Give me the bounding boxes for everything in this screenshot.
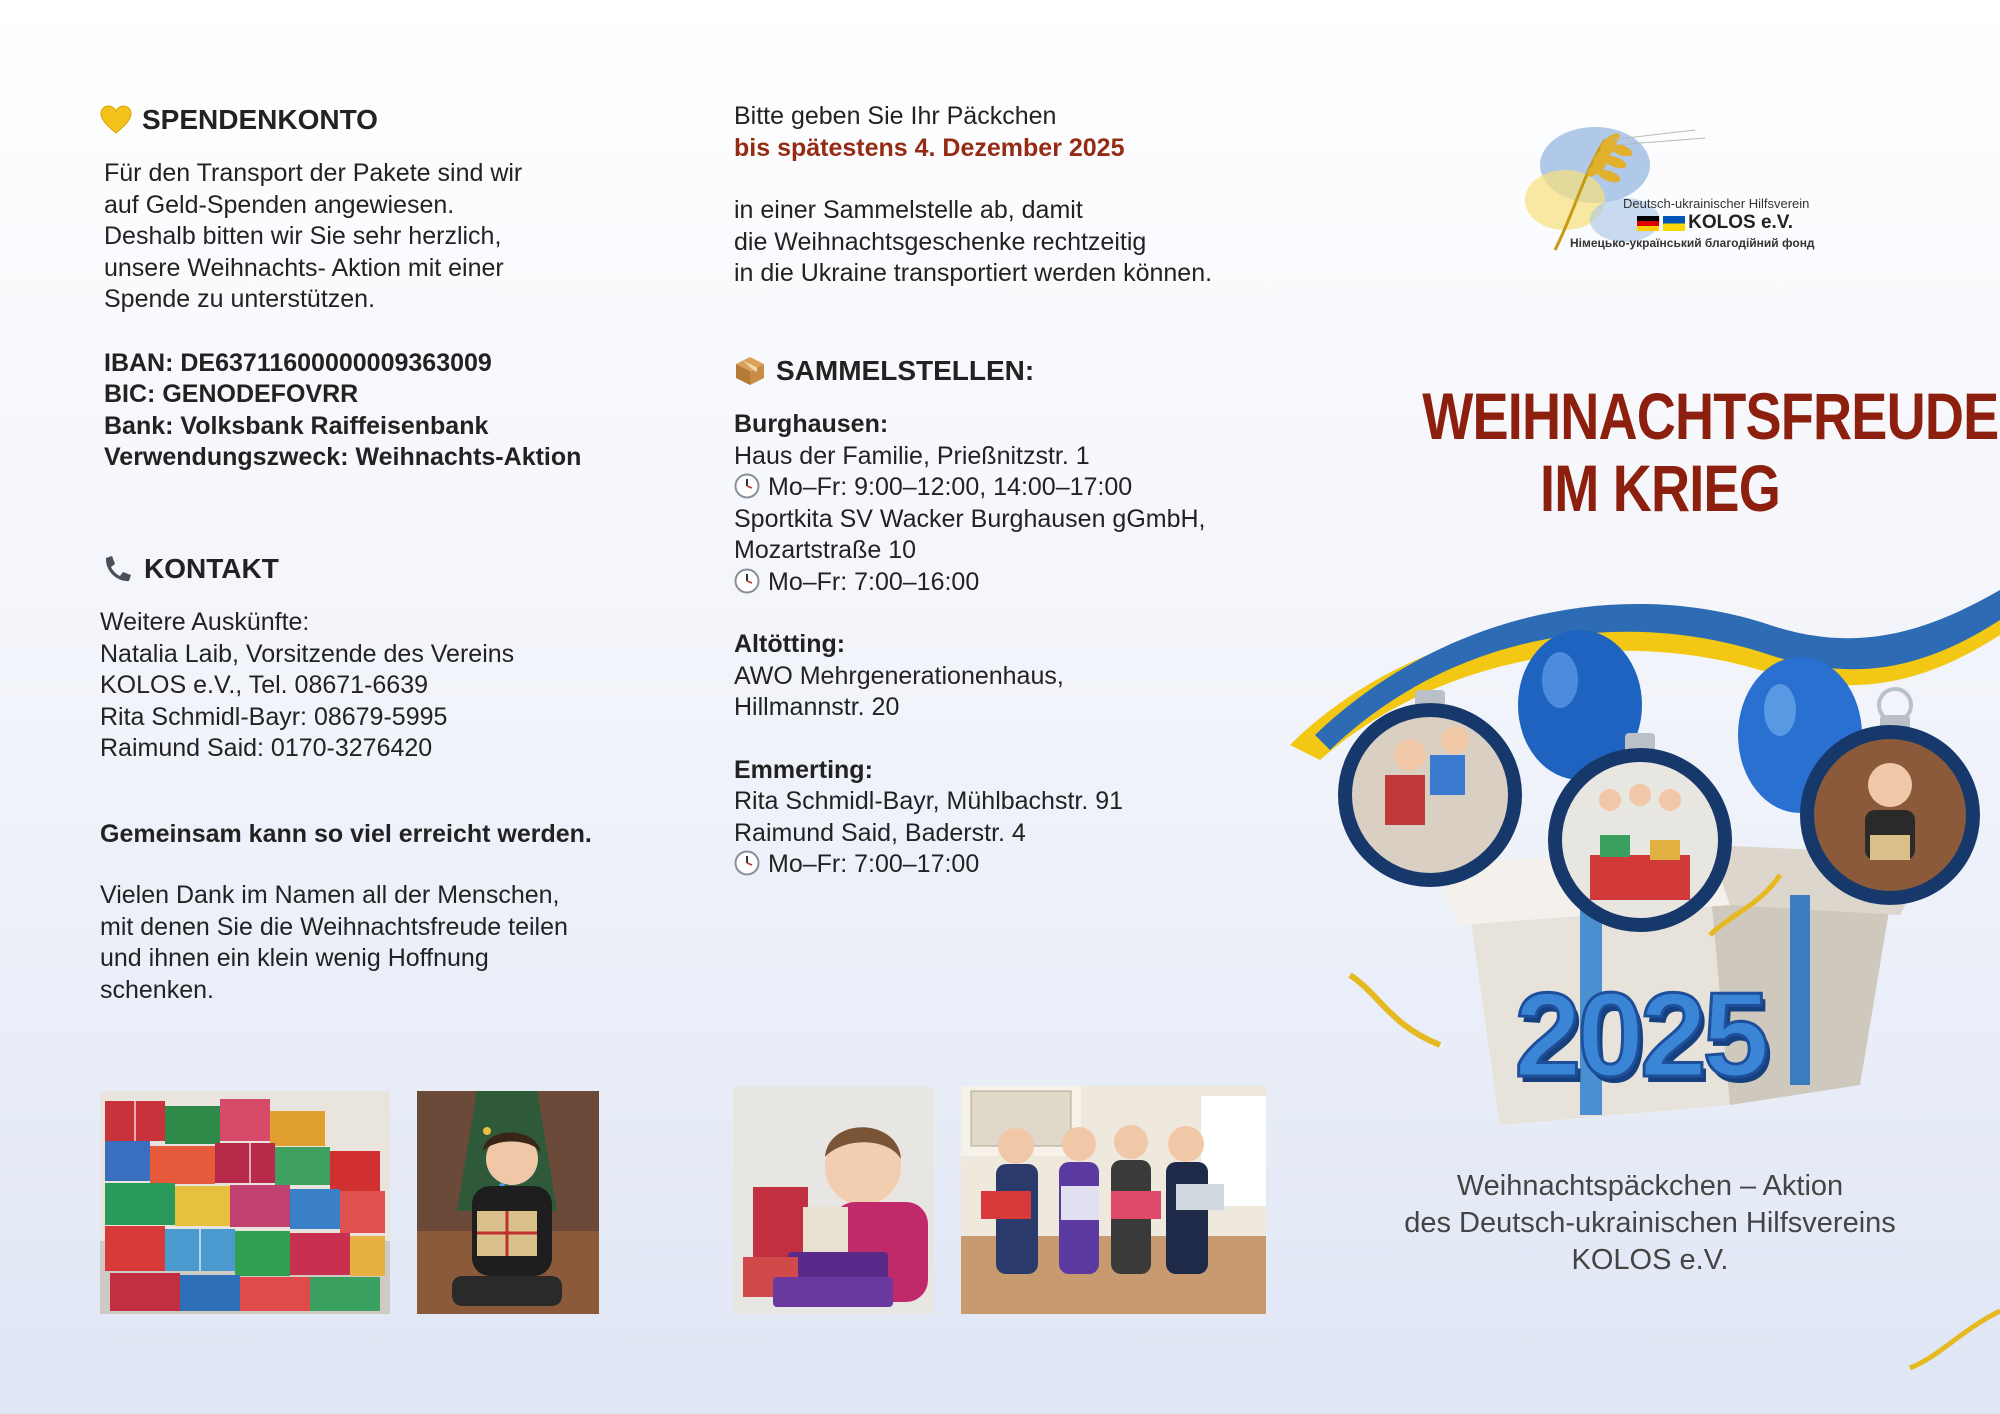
gold-streamer [1905,1296,2000,1376]
donation-heading: SPENDENKONTO [100,104,660,136]
logo-line-2: KOLOS e.V. [1688,212,1793,233]
thanks-line-3: und ihnen ein klein wenig Hoffnung [100,944,489,972]
emmerting-hours: Mo–Fr: 7:00–17:00 [734,849,1294,881]
subtitle-line-3: KOLOS e.V. [1571,1244,1729,1276]
thanks-line-1: Vielen Dank im Namen all der Menschen, [100,881,560,909]
emmerting-address-1: Rita Schmidl-Bayr, Mühlbachstr. 91 [734,787,1124,815]
burghausen-address-2b: Mozartstraße 10 [734,536,917,564]
deadline-intro: Bitte geben Sie Ihr Päckchen [734,102,1057,130]
altoetting-address-a: AWO Mehrgenerationenhaus, [734,661,1064,690]
iban: IBAN: DE63711600000009363009 [104,348,492,377]
photo-girl-with-gift [417,1091,599,1314]
bic: BIC: GENODEFOVRR [104,380,359,408]
contact-line-3: KOLOS e.V., Tel. 08671-6639 [100,671,429,699]
contact-line-4: Rita Schmidl-Bayr: 08679-5995 [100,702,448,731]
city-altoetting: Altötting: [734,630,846,658]
deadline-section [734,101,1294,290]
photo-child-with-sweets [733,1087,934,1314]
cover-title-line-1: WEIHNACHTSFREUDE [1422,379,1999,453]
contact-section [100,553,660,1006]
burghausen-hours-1: Mo–Fr: 9:00–12:00, 14:00–17:00 [734,472,1294,504]
altoetting-address-b: Hillmannstr. 20 [734,693,900,721]
payment-reference: Verwendungszweck: Weihnachts-Aktion [104,443,582,471]
thanks-line-2: mit denen Sie die Weihnachtsfreude teilen [100,912,568,941]
donation-section [100,104,660,474]
burghausen-address-2a: Sportkita SV Wacker Burghausen gGmbH, [734,504,1206,533]
collection-section [734,355,1294,881]
city-burghausen: Burghausen: [734,410,889,438]
contact-line-2: Natalia Laib, Vorsitzende des Vereins [100,639,515,668]
deadline-line-3: in die Ukraine transportiert werden können. [734,259,1213,287]
slogan: Gemeinsam kann so viel erreicht werden. [100,819,592,848]
deadline-line-2: die Weihnachtsgeschenke rechtzeitig [734,227,1147,256]
phone-icon [100,554,134,584]
bank-name: Bank: Volksbank Raiffeisenbank [104,411,489,440]
contact-heading: KONTAKT [100,553,660,585]
yellow-heart-icon [100,105,132,135]
burghausen-address-1: Haus der Familie, Prießnitzstr. 1 [734,441,1090,470]
cover-title-line-2: IM KRIEG [1539,451,1781,525]
cover-illustration [1290,585,2000,1125]
deadline-date: bis spätestens 4. Dezember 2025 [734,133,1125,162]
clock-icon [734,568,760,594]
donation-text-1: Für den Transport der Pakete sind wir [104,159,523,187]
thanks-line-4: schenken. [100,975,214,1004]
photo-gift-boxes [100,1091,390,1314]
contact-line-5: Raimund Said: 0170-3276420 [100,734,433,762]
cover-subtitle [1370,1168,1930,1279]
donation-text-5: Spende zu unterstützen. [104,285,376,313]
cover-year: 2025 [1514,968,1766,1102]
burghausen-hours-2: Mo–Fr: 7:00–16:00 [734,567,1294,599]
subtitle-line-2: des Deutsch-ukrainischen Hilfsvereins [1404,1207,1896,1239]
kolos-logo [1515,100,1815,270]
collection-heading: SAMMELSTELLEN: [734,355,1294,387]
clock-icon [734,850,760,876]
cover-title [1422,379,1999,525]
photo-children-with-gifts [961,1086,1266,1314]
subtitle-line-1: Weihnachtspäckchen – Aktion [1456,1170,1844,1202]
contact-line-1: Weitere Auskünfte: [100,608,310,636]
emmerting-address-2: Raimund Said, Baderstr. 4 [734,818,1026,847]
donation-text-2: auf Geld-Spenden angewiesen. [104,190,455,219]
donation-text-3: Deshalb bitten wir Sie sehr herzlich, [104,222,502,250]
logo-line-3: Німецько-український благодійний фонд [1570,236,1815,250]
city-emmerting: Emmerting: [734,755,873,784]
logo-line-1: Deutsch-ukrainischer Hilfsverein [1623,196,1810,211]
donation-text-4: unsere Weihnachts- Aktion mit einer [104,253,504,282]
clock-icon [734,473,760,499]
package-icon [734,355,766,387]
deadline-line-1: in einer Sammelstelle ab, damit [734,196,1083,224]
